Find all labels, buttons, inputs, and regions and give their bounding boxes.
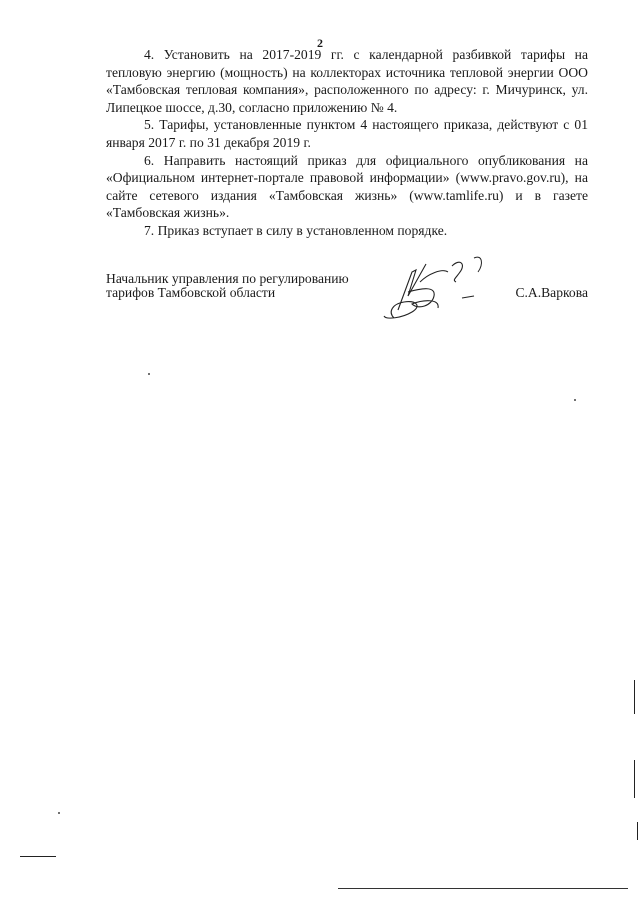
scan-dot xyxy=(574,399,576,401)
paragraph-6: 6. Направить настоящий приказ для официального опубликования на «Официальном интернет-портале правовой информации» (www.pravo.gov.ru), на сайте сетевого издания «Тамбовская жизнь» (www.tamlife.ru) и в газете «Тамбовская жизнь». xyxy=(106,152,588,221)
handwritten-signature xyxy=(382,252,496,324)
scan-mark xyxy=(634,760,635,798)
signer-title-line-2: тарифов Тамбовской области xyxy=(106,285,276,300)
paragraph-7: 7. Приказ вступает в силу в установленном порядке. xyxy=(144,222,448,238)
scan-mark xyxy=(634,680,635,714)
paragraph-4: 4. Установить на 2017-2019 гг. с календарной разбивкой тарифы на тепловую энергию (мощность) на коллекторах источника тепловой энергии ООО «Тамбовская тепловая компания», расположенного по адресу: г. Мичуринск, ул. Липецкое шоссе, д.30, согласно приложению № 4. xyxy=(106,47,588,115)
document-body xyxy=(106,46,588,240)
scan-mark xyxy=(338,888,628,889)
signer-name: С.А.Варкова xyxy=(515,285,588,300)
scan-mark xyxy=(637,822,638,840)
scan-dot xyxy=(148,373,150,375)
paragraph-5: 5. Тарифы, установленные пунктом 4 настоящего приказа, действуют с 01 января 2017 г. по 31 декабря 2019 г. xyxy=(106,117,588,150)
scan-dot xyxy=(58,812,60,814)
signer-title-line-1: Начальник управления по регулированию xyxy=(106,271,349,286)
scan-mark xyxy=(20,856,56,857)
signer-title xyxy=(106,272,349,300)
page-number: 2 xyxy=(317,36,323,50)
signature-block xyxy=(106,272,588,332)
